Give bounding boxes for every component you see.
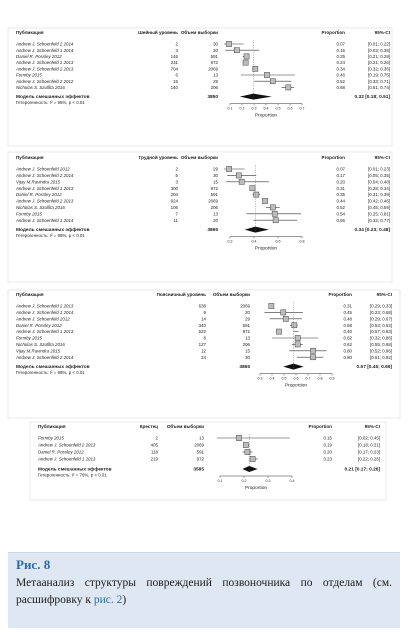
header-proportion: Proportion — [328, 292, 352, 297]
ci-value: [0.29; 0.67] — [370, 316, 392, 322]
study-name: Andrew J. Schoenfeld 2 2014 — [16, 354, 74, 360]
study-row — [16, 192, 390, 197]
proportion-value: 0.23 — [323, 456, 332, 462]
ci-value: [0.25; 0.81] — [368, 211, 390, 217]
sample-size: 20 — [213, 47, 218, 53]
study-name: Andrew J. Schoenfeld 1 2014 — [16, 310, 74, 315]
pooled-label: Модель смешанных эффектов — [16, 95, 90, 101]
events-count: 704 — [170, 66, 178, 72]
study-row — [16, 211, 390, 216]
events-count: 8 — [203, 335, 206, 341]
sample-size: 30 — [213, 41, 218, 47]
x-tick-label: 0.1 — [227, 106, 233, 111]
events-count: 300 — [170, 185, 178, 191]
study-name: Formby 2015 — [16, 335, 42, 341]
header-sample-size: Объем выборки — [180, 30, 218, 35]
pooled-diamond — [245, 227, 269, 233]
x-axis-label: Proportion — [254, 246, 278, 252]
study-row — [38, 435, 380, 440]
study-name: Andrew J. Schoenfeld 2012 — [16, 166, 70, 172]
figure-caption — [8, 552, 400, 628]
point-estimate — [236, 173, 241, 178]
sample-size: 2069 — [208, 198, 218, 204]
header-study: Публикация — [38, 424, 66, 429]
x-tick-label: 0.8 — [317, 376, 323, 381]
sample-size: 30 — [213, 173, 218, 178]
caption-text — [16, 575, 392, 609]
ci-value: [0.17; 0.23] — [358, 449, 380, 455]
study-row — [16, 342, 392, 347]
point-estimate — [250, 186, 255, 191]
header-study: Публикация — [16, 30, 44, 35]
point-estimate — [243, 60, 248, 65]
ci-value: [0.52; 0.96] — [370, 348, 392, 354]
study-name: Daniel R. Possley 2012 — [16, 322, 62, 328]
sample-size: 972 — [210, 185, 218, 191]
ci-value: [0.32; 0.36] — [368, 66, 390, 72]
point-estimate — [234, 48, 239, 53]
point-estimate — [272, 211, 277, 216]
study-row — [15, 198, 390, 203]
x-tick-label: 0.4 — [289, 479, 295, 483]
ci-value: [0.04; 0.48] — [368, 179, 390, 185]
sample-size: 972 — [242, 329, 250, 335]
x-tick-label: 0.7 — [305, 376, 311, 381]
caption-label: Рис. 8 — [16, 557, 51, 572]
study-row — [16, 205, 390, 210]
sample-size: 29 — [245, 316, 250, 322]
study-name: Andrew J. Schoenfeld 1 2013 — [16, 329, 74, 335]
point-estimate — [270, 79, 275, 84]
ci-value: [0.01; 0.22] — [368, 41, 390, 47]
sample-size: 13 — [213, 72, 218, 78]
x-tick-label: 0.2 — [241, 479, 247, 483]
proportion-value: 0.54 — [336, 211, 345, 217]
header-sample-size: Объем выборки — [212, 292, 250, 297]
forest-plot-1 — [8, 28, 392, 146]
forest-plot-3 — [8, 290, 400, 418]
events-count: 2 — [175, 166, 178, 172]
proportion-value: 0.48 — [343, 316, 352, 322]
caption-text-body: Метаанализ структуры повреждений позвоночника по отделам (см. расшифровку к — [16, 577, 392, 606]
header-study: Публикация — [16, 292, 44, 297]
study-row — [15, 79, 390, 84]
x-tick-label: 0.1 — [217, 479, 223, 483]
sample-size: 591 — [196, 449, 204, 455]
events-count: 622 — [198, 329, 206, 335]
x-tick-label: 0.9 — [329, 376, 335, 381]
study-name: Andrew J. Schoenfeld 2 2014 — [16, 41, 74, 47]
ci-value: [0.32; 0.77] — [368, 217, 390, 223]
study-row — [15, 329, 392, 334]
caption-figure-link[interactable]: рис. 2 — [93, 594, 123, 606]
sample-size: 206 — [210, 85, 218, 90]
sample-size: 13 — [199, 435, 204, 441]
proportion-value: 0.31 — [336, 185, 345, 191]
sample-size: 591 — [210, 192, 218, 198]
study-name: Formby 2015 — [16, 72, 42, 78]
x-tick-label: 0.4 — [251, 239, 257, 244]
events-count: 2 — [155, 435, 158, 441]
study-row — [16, 348, 392, 353]
point-estimate — [269, 303, 274, 308]
study-row — [15, 303, 392, 308]
study-name: Andrew J. Schoenfeld 1 2013 — [16, 60, 74, 66]
sample-size: 15 — [245, 348, 250, 354]
events-count: 15 — [173, 78, 178, 84]
x-axis-label: Proportion — [254, 113, 278, 119]
events-count: 3 — [175, 179, 178, 185]
study-row — [15, 41, 390, 46]
events-count: 106 — [170, 205, 178, 210]
point-estimate — [270, 205, 275, 210]
ci-value: [0.29; 0.33] — [370, 303, 392, 309]
pooled-label: Модель смешанных эффектов — [16, 228, 90, 234]
study-name: Andrew J. Schoenfeld 2012 — [16, 316, 70, 322]
header-ci: 95%-CI — [374, 30, 390, 35]
ci-value: [0.33; 0.71] — [368, 78, 390, 84]
point-estimate — [250, 456, 255, 461]
ci-value: [0.19; 0.75] — [368, 72, 390, 78]
ci-value: [0.61; 0.74] — [368, 85, 390, 90]
study-name: Andrew J. Schoenfeld 2 2013 — [38, 442, 96, 448]
study-name: Formby 2015 — [38, 435, 64, 441]
ci-value: [0.23; 0.68] — [370, 310, 392, 315]
proportion-value: 0.58 — [343, 322, 352, 328]
point-estimate — [310, 355, 315, 360]
heterogeneity-stat: Гетерогенность: I² = 98%, p < 0.01 — [16, 233, 85, 239]
heterogeneity-stat: Гетерогенность: I² = 95%, p < 0.01 — [16, 100, 85, 106]
header-ci: 95%-CI — [376, 292, 392, 297]
proportion-value: 0.17 — [336, 173, 345, 178]
events-count: 219 — [150, 456, 158, 462]
study-row — [16, 179, 390, 184]
x-tick-label: 0.5 — [275, 106, 281, 111]
study-row — [15, 355, 392, 360]
study-row — [15, 218, 390, 223]
events-count: 405 — [150, 442, 158, 448]
proportion-value: 0.62 — [343, 335, 352, 341]
proportion-value: 0.15 — [323, 435, 332, 441]
sample-size: 29 — [213, 78, 218, 84]
study-name: Andrew J. Schoenfeld 1 2013 — [38, 456, 96, 462]
pooled-sample-size: 3585 — [193, 467, 204, 473]
x-axis-label: Proportion — [284, 383, 308, 389]
header-proportion: Proportion — [321, 30, 345, 35]
study-name: Nicholas S. Szuflita 2016 — [16, 205, 65, 210]
proportion-value: 0.80 — [343, 348, 352, 354]
header-events: Крестец — [139, 424, 158, 429]
events-count: 3 — [175, 47, 178, 53]
heterogeneity-stat: Гетерогенность: I² = 98%, p < 0.01 — [16, 370, 85, 376]
sample-size: 13 — [213, 211, 218, 217]
pooled-estimate: 0.57 [0.45; 0.69] — [356, 365, 392, 371]
header-study: Публикация — [16, 155, 44, 160]
x-tick-label: 0.6 — [287, 106, 293, 111]
study-name: Vijay M.Ravindra 2015 — [16, 348, 61, 354]
ci-value: [0.31; 0.39] — [368, 192, 390, 198]
study-row — [15, 60, 390, 65]
study-row — [15, 310, 392, 315]
header-sample-size: Объем выборки — [166, 424, 204, 429]
x-tick-label: 0.3 — [265, 479, 271, 483]
study-name: Nicholas S. Szuflita 2016 — [16, 85, 65, 90]
point-estimate — [226, 166, 231, 171]
proportion-value: 0.15 — [336, 47, 345, 53]
ci-value: [0.61; 0.92] — [370, 354, 392, 360]
point-estimate — [244, 54, 249, 59]
events-count: 140 — [170, 85, 178, 90]
pooled-estimate: 0.32 [0.18; 0.51] — [354, 95, 390, 101]
events-count: 204 — [170, 192, 178, 198]
proportion-value: 0.19 — [323, 442, 332, 448]
events-count: 231 — [170, 60, 178, 66]
events-count: 24 — [201, 354, 206, 360]
x-tick-label: 0.7 — [299, 106, 305, 111]
forest-plot-4 — [30, 422, 386, 500]
proportion-value: 0.20 — [323, 449, 332, 455]
events-count: 6 — [175, 72, 178, 78]
sample-size: 972 — [196, 456, 204, 462]
sample-size: 206 — [242, 342, 250, 347]
point-estimate — [276, 329, 281, 334]
x-tick-label: 0.6 — [293, 376, 299, 381]
ci-value: [0.05; 0.35] — [368, 173, 390, 178]
ci-value: [0.55; 0.68] — [370, 342, 392, 347]
point-estimate — [286, 85, 291, 90]
events-count: 340 — [198, 322, 206, 328]
point-estimate — [292, 323, 297, 328]
ci-value: [0.22; 0.26] — [358, 456, 380, 462]
forest-plot-2 — [8, 152, 392, 282]
proportion-value: 0.52 — [336, 78, 345, 84]
sample-size: 2069 — [240, 303, 250, 309]
header-sample-size: Объем выборки — [180, 155, 218, 160]
header-events: Шейный уровень — [138, 30, 178, 35]
events-count: 118 — [151, 449, 158, 455]
study-row — [16, 54, 390, 59]
study-row — [15, 66, 390, 71]
sample-size: 29 — [213, 166, 218, 172]
proportion-value: 0.24 — [336, 60, 345, 66]
pooled-diamond — [242, 466, 257, 472]
events-count: 2 — [175, 41, 178, 47]
point-estimate — [283, 316, 288, 321]
study-row — [16, 323, 392, 328]
proportion-value: 0.46 — [336, 72, 345, 78]
events-count: 924 — [170, 198, 178, 204]
study-name: Andrew J. Schoenfeld 2 2013 — [16, 303, 74, 309]
x-tick-label: 0.2 — [227, 239, 233, 244]
x-tick-label: 0.3 — [251, 106, 257, 111]
point-estimate — [236, 435, 241, 440]
proportion-value: 0.80 — [343, 354, 352, 360]
pooled-estimate: 0.34 [0.23; 0.48] — [354, 228, 390, 234]
header-ci: 95%-CI — [364, 424, 380, 429]
sample-size: 20 — [245, 310, 250, 315]
point-estimate — [239, 179, 244, 184]
sample-size: 591 — [242, 322, 250, 328]
study-row — [16, 335, 392, 340]
ci-value: [0.57; 0.63] — [370, 329, 392, 335]
proportion-value: 0.35 — [336, 192, 345, 198]
study-row — [37, 456, 380, 461]
x-tick-label: 0.2 — [239, 106, 245, 111]
point-estimate — [295, 342, 300, 347]
events-count: 9 — [203, 310, 206, 315]
events-count: 12 — [201, 348, 206, 354]
header-proportion: Proportion — [308, 424, 332, 429]
heterogeneity-stat: Гетерогенность: I² = 76%, p < 0.01 — [38, 472, 107, 478]
point-estimate — [281, 310, 286, 315]
sample-size: 13 — [245, 335, 250, 341]
header-ci: 95%-CI — [374, 155, 390, 160]
study-name: Andrew J. Schoenfeld 2 2014 — [16, 173, 74, 178]
pooled-label: Модель смешанных эффектов — [16, 365, 90, 371]
x-tick-label: 0.4 — [263, 106, 269, 111]
point-estimate — [310, 348, 315, 353]
proportion-value: 0.52 — [336, 205, 345, 210]
point-estimate — [226, 41, 231, 46]
proportion-value: 0.20 — [336, 179, 345, 185]
header-events: Поясничный уровень — [156, 292, 206, 297]
study-row — [15, 48, 390, 53]
study-row — [15, 166, 390, 171]
study-name: Daniel R. Possley 2012 — [16, 192, 62, 198]
ci-value: [0.02; 0.45] — [358, 435, 380, 441]
sample-size: 2069 — [194, 442, 204, 448]
sample-size: 206 — [210, 205, 218, 210]
proportion-value: 0.44 — [336, 198, 345, 204]
proportion-value: 0.07 — [336, 166, 345, 172]
sample-size: 591 — [210, 54, 218, 59]
point-estimate — [264, 72, 269, 77]
x-tick-label: 0.4 — [269, 376, 275, 381]
study-row — [15, 316, 392, 321]
events-count: 127 — [198, 342, 206, 347]
ci-value: [0.32; 0.86] — [370, 335, 392, 341]
pooled-sample-size: 3865 — [239, 365, 250, 371]
study-name: Andrew J. Schoenfeld 2 2013 — [16, 198, 74, 204]
ci-value: [0.53; 0.62] — [370, 322, 392, 328]
study-name: Daniel R. Possley 2012 — [16, 54, 62, 59]
ci-value: [0.45; 0.59] — [368, 205, 390, 210]
ci-value: [0.42; 0.46] — [368, 198, 390, 204]
pooled-sample-size: 3850 — [207, 95, 218, 101]
sample-size: 15 — [213, 179, 218, 185]
proportion-value: 0.62 — [343, 342, 352, 347]
point-estimate — [254, 192, 259, 197]
sample-size: 20 — [213, 217, 218, 223]
ci-value: [0.03; 0.38] — [368, 47, 390, 53]
x-tick-label: 0.5 — [281, 376, 287, 381]
ci-value: [0.28; 0.34] — [368, 185, 390, 191]
events-count: 11 — [173, 217, 178, 223]
study-name: Formby 2015 — [16, 211, 42, 217]
study-row — [16, 85, 390, 90]
study-row — [37, 442, 380, 447]
pooled-label: Модель смешанных эффектов — [38, 467, 112, 473]
study-name: Andrew J. Schoenfeld 1 2014 — [16, 217, 74, 223]
proportion-value: 0.40 — [343, 329, 352, 335]
ci-value: [0.21; 0.26] — [368, 60, 390, 66]
proportion-value: 0.45 — [343, 310, 352, 315]
x-axis-label: Proportion — [244, 486, 268, 491]
x-tick-label: 0.8 — [299, 239, 305, 244]
caption-text-end: ) — [122, 594, 127, 606]
study-name: Andrew J. Schoenfeld 1 2013 — [16, 185, 74, 191]
proportion-value: 0.31 — [343, 303, 352, 309]
pooled-sample-size: 3865 — [207, 228, 218, 234]
study-name: Andrew J. Schoenfeld 1 2014 — [16, 47, 74, 53]
proportion-value: 0.25 — [336, 54, 345, 59]
header-proportion: Proportion — [321, 155, 345, 160]
ci-value: [0.01; 0.23] — [368, 166, 390, 172]
point-estimate — [243, 442, 248, 447]
study-name: Andrew J. Schoenfeld 2 2013 — [16, 66, 74, 72]
study-row — [15, 186, 390, 191]
pooled-diamond — [240, 94, 272, 100]
x-tick-label: 0.6 — [275, 239, 281, 244]
events-count: 5 — [175, 173, 178, 178]
study-name: Daniel R. Possley 2012 — [38, 449, 84, 455]
proportion-value: 0.68 — [336, 85, 345, 90]
ci-value: [0.21; 0.28] — [368, 54, 390, 59]
point-estimate — [262, 198, 267, 203]
proportion-value: 0.55 — [336, 217, 345, 223]
ci-value: [0.18; 0.21] — [358, 442, 380, 448]
point-estimate — [295, 335, 300, 340]
events-count: 14 — [201, 316, 206, 322]
header-events: Грудной уровень — [138, 155, 178, 160]
events-count: 7 — [175, 211, 178, 217]
events-count: 146 — [170, 54, 178, 59]
study-row — [16, 72, 390, 77]
sample-size: 30 — [245, 354, 250, 360]
point-estimate — [273, 218, 278, 223]
sample-size: 972 — [210, 60, 218, 66]
events-count: 638 — [198, 303, 206, 309]
proportion-value: 0.34 — [336, 66, 345, 72]
study-name: Vijay M.Ravindra 2015 — [16, 179, 61, 185]
study-row — [38, 449, 380, 454]
proportion-value: 0.07 — [336, 41, 345, 47]
pooled-estimate: 0.21 [0.17; 0.26] — [344, 467, 380, 473]
x-tick-label: 0.3 — [257, 376, 263, 381]
study-name: Nicholas S. Szuflita 2016 — [16, 342, 65, 347]
sample-size: 2069 — [208, 66, 218, 72]
study-row — [15, 173, 390, 178]
study-name: Andrew J. Schoenfeld 2 2012 — [16, 78, 74, 84]
